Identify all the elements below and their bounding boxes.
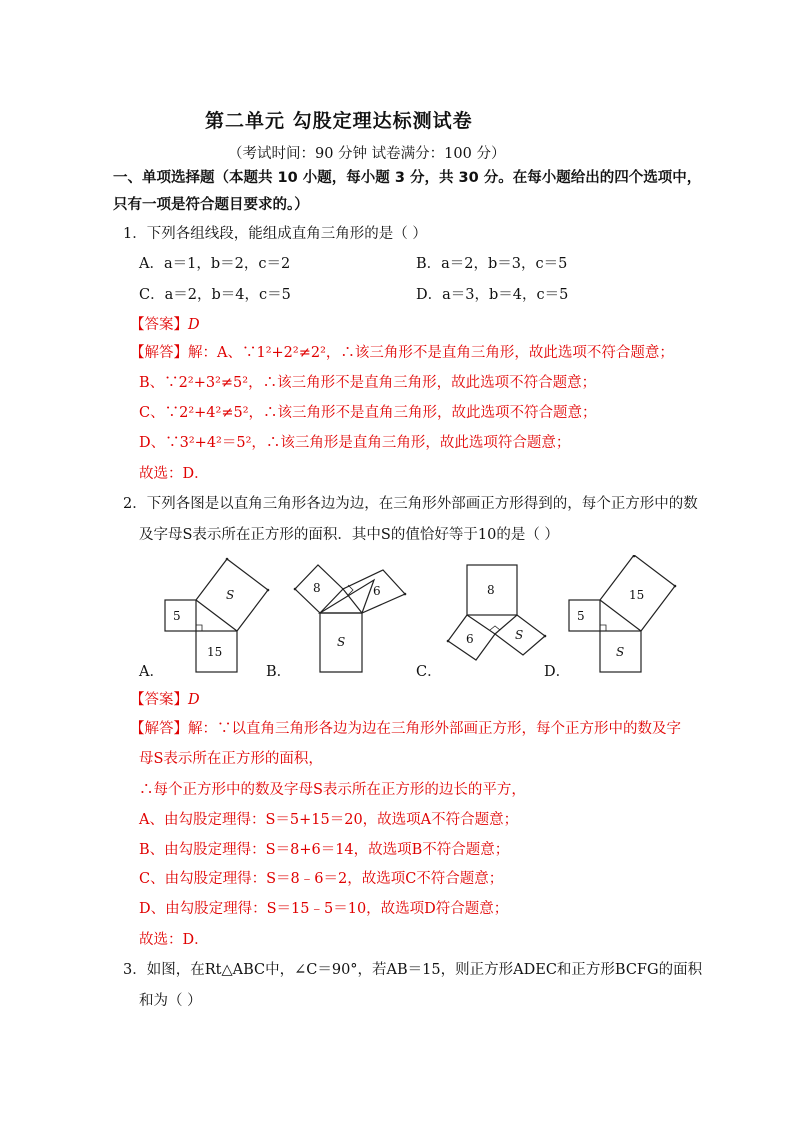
q2-analysis-4: A、由勾股定理得：S＝5+15＝20，故选项A不符合题意； xyxy=(139,812,519,828)
fig-d-big-value: 15 xyxy=(629,588,645,602)
section-heading: 一、单项选择题（本题共 10 小题，每小题 3 分，共 30 分。在每小题给出的四个选项中， xyxy=(113,170,702,186)
q2-answer-row xyxy=(130,688,200,709)
q1-option-c: C．a＝2，b＝4，c＝5 xyxy=(139,287,291,303)
q1-analysis-4: D、∵3²+4²＝5²，∴该三角形是直角三角形，故此选项符合题意； xyxy=(139,435,571,451)
fig-a-small-value: 5 xyxy=(173,609,181,623)
page-title: 第二单元 勾股定理达标测试卷 xyxy=(205,110,473,132)
q1-conclusion: 故选：D． xyxy=(139,466,209,482)
fig-a-unknown: S xyxy=(226,588,235,602)
q2-figure-c-label: C． xyxy=(416,664,442,680)
q2-analysis-3: ∴每个正方形中的数及字母S表示所在正方形的边长的平方， xyxy=(139,782,526,798)
fig-a-bottom-value: 15 xyxy=(207,645,223,659)
fig-b-left-value: 8 xyxy=(313,581,321,595)
fig-d-small-value: 5 xyxy=(577,609,585,623)
q2-figure-a xyxy=(160,555,270,675)
q2-stem-2: 及字母S表示所在正方形的面积．其中S的值恰好等于10的是（ ） xyxy=(139,527,559,543)
q1-answer-row xyxy=(130,313,200,334)
fig-c-left-value: 6 xyxy=(466,632,474,646)
fig-b-right-value: 6 xyxy=(373,584,381,598)
fig-c-top-value: 8 xyxy=(487,583,495,597)
q2-answer: D xyxy=(188,692,200,708)
analysis-tag: 【解答】 xyxy=(130,345,188,361)
exam-info: （考试时间：90 分钟 试卷满分：100 分） xyxy=(228,146,506,162)
q1-stem: 1．下列各组线段，能组成直角三角形的是（ ） xyxy=(123,226,427,242)
fig-d-unknown: S xyxy=(616,645,625,659)
q2-analysis-5: B、由勾股定理得：S＝8+6＝14，故选项B不符合题意； xyxy=(139,842,510,858)
q3-stem-2: 和为（ ） xyxy=(139,993,202,1009)
answer-tag: 【答案】 xyxy=(130,317,188,333)
q2-analysis-1 xyxy=(130,717,681,738)
q2-figure-a-label: A． xyxy=(139,664,164,680)
q2-analysis-6: C、由勾股定理得：S＝8﹣6＝2，故选项C不符合题意； xyxy=(139,871,504,887)
q1-analysis-text-1: 解：A、∵1²+2²≠2²，∴该三角形不是直角三角形，故此选项不符合题意； xyxy=(188,345,674,361)
q2-figure-d-label: D． xyxy=(544,664,571,680)
q1-analysis-3: C、∵2²+4²≠5²，∴该三角形不是直角三角形，故此选项不符合题意； xyxy=(139,405,597,421)
q1-option-b: B．a＝2，b＝3，c＝5 xyxy=(416,256,568,272)
q3-stem-1: 3．如图，在Rt△ABC中，∠C＝90°，若AB＝15，则正方形ADEC和正方形BCFG的面积 xyxy=(123,962,703,978)
q2-figure-d xyxy=(566,555,686,675)
q2-analysis-2: 母S表示所在正方形的面积， xyxy=(139,751,323,767)
q2-analysis-text-1: 解：∵以直角三角形各边为边在三角形外部画正方形，每个正方形中的数及字 xyxy=(188,721,681,737)
q2-conclusion: 故选：D． xyxy=(139,932,209,948)
fig-b-unknown: S xyxy=(337,635,346,649)
q2-figure-b-label: B． xyxy=(266,664,292,680)
q1-analysis-1 xyxy=(130,341,674,362)
q2-figure-b xyxy=(285,552,415,677)
analysis-tag: 【解答】 xyxy=(130,721,188,737)
q2-stem-1: 2．下列各图是以直角三角形各边为边，在三角形外部画正方形得到的，每个正方形中的数 xyxy=(123,496,698,512)
q2-analysis-7: D、由勾股定理得：S＝15﹣5＝10，故选项D符合题意； xyxy=(139,901,509,917)
q1-answer: D xyxy=(188,317,200,333)
q1-option-d: D．a＝3，b＝4，c＝5 xyxy=(416,287,569,303)
fig-c-unknown: S xyxy=(515,628,524,642)
q1-option-a: A．a＝1，b＝2，c＝2 xyxy=(139,256,291,272)
answer-tag: 【答案】 xyxy=(130,692,188,708)
q2-figure-c xyxy=(435,560,550,685)
section-heading-cont: 只有一项是符合题目要求的。） xyxy=(113,197,309,213)
q1-analysis-2: B、∵2²+3²≠5²，∴该三角形不是直角三角形，故此选项不符合题意； xyxy=(139,375,597,391)
